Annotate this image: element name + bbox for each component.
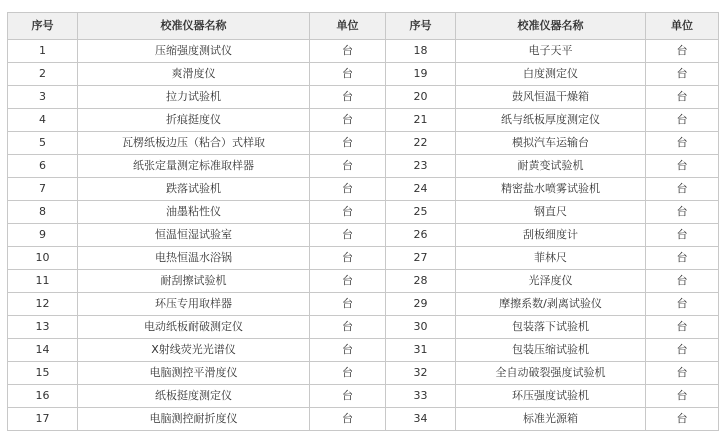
cell-left-index: 8 (8, 201, 78, 224)
header-name-left: 校准仪器名称 (78, 13, 310, 40)
cell-left-unit: 台 (310, 224, 386, 247)
cell-right-unit: 台 (646, 293, 719, 316)
cell-left-index: 4 (8, 109, 78, 132)
cell-left-unit: 台 (310, 86, 386, 109)
table-row (8, 178, 719, 201)
cell-right-unit: 台 (646, 362, 719, 385)
cell-left-unit: 台 (310, 178, 386, 201)
cell-left-index: 13 (8, 316, 78, 339)
cell-right-name: 纸与纸板厚度测定仪 (456, 109, 646, 132)
cell-right-index: 21 (386, 109, 456, 132)
cell-right-index: 31 (386, 339, 456, 362)
cell-left-name: 纸板挺度测定仪 (78, 385, 310, 408)
cell-left-name: 耐刮擦试验机 (78, 270, 310, 293)
cell-left-name: 电脑测控平滑度仪 (78, 362, 310, 385)
header-index-left: 序号 (8, 13, 78, 40)
cell-right-name: 光泽度仪 (456, 270, 646, 293)
header-name-right: 校准仪器名称 (456, 13, 646, 40)
cell-left-index: 5 (8, 132, 78, 155)
cell-left-unit: 台 (310, 316, 386, 339)
cell-right-name: 刮板细度计 (456, 224, 646, 247)
cell-right-unit: 台 (646, 86, 719, 109)
cell-left-index: 2 (8, 63, 78, 86)
cell-left-index: 7 (8, 178, 78, 201)
cell-left-index: 3 (8, 86, 78, 109)
cell-left-name: 电动纸板耐破测定仪 (78, 316, 310, 339)
cell-right-unit: 台 (646, 155, 719, 178)
cell-left-index: 1 (8, 40, 78, 63)
cell-right-index: 24 (386, 178, 456, 201)
cell-right-index: 28 (386, 270, 456, 293)
table-body (8, 40, 719, 431)
cell-right-name: 电子天平 (456, 40, 646, 63)
calibration-table-container (7, 12, 719, 431)
cell-left-name: 压缩强度测试仪 (78, 40, 310, 63)
cell-right-unit: 台 (646, 385, 719, 408)
cell-right-name: 包装压缩试验机 (456, 339, 646, 362)
cell-right-index: 30 (386, 316, 456, 339)
cell-right-name: 模拟汽车运输台 (456, 132, 646, 155)
header-row (8, 13, 719, 40)
table-header (8, 13, 719, 40)
cell-right-unit: 台 (646, 316, 719, 339)
cell-right-unit: 台 (646, 270, 719, 293)
cell-left-index: 17 (8, 408, 78, 431)
table-row (8, 109, 719, 132)
cell-right-index: 33 (386, 385, 456, 408)
cell-right-unit: 台 (646, 339, 719, 362)
cell-right-name: 菲林尺 (456, 247, 646, 270)
cell-left-unit: 台 (310, 408, 386, 431)
cell-right-name: 钢直尺 (456, 201, 646, 224)
cell-left-unit: 台 (310, 339, 386, 362)
cell-right-name: 摩擦系数/剥离试验仪 (456, 293, 646, 316)
cell-right-name: 全自动破裂强度试验机 (456, 362, 646, 385)
table-row (8, 270, 719, 293)
cell-left-index: 16 (8, 385, 78, 408)
cell-left-index: 15 (8, 362, 78, 385)
cell-left-name: 油墨粘性仪 (78, 201, 310, 224)
cell-right-index: 25 (386, 201, 456, 224)
cell-right-unit: 台 (646, 224, 719, 247)
cell-right-index: 20 (386, 86, 456, 109)
table-row (8, 224, 719, 247)
table-row (8, 362, 719, 385)
cell-right-name: 鼓风恒温干燥箱 (456, 86, 646, 109)
table-row (8, 40, 719, 63)
cell-left-index: 10 (8, 247, 78, 270)
cell-left-name: 爽滑度仪 (78, 63, 310, 86)
cell-left-name: 跌落试验机 (78, 178, 310, 201)
cell-right-name: 标准光源箱 (456, 408, 646, 431)
cell-left-index: 12 (8, 293, 78, 316)
cell-right-name: 环压强度试验机 (456, 385, 646, 408)
cell-left-name: 瓦楞纸板边压（粘合）式样取 (78, 132, 310, 155)
header-unit-left: 单位 (310, 13, 386, 40)
cell-left-name: 电脑测控耐折度仪 (78, 408, 310, 431)
table-row (8, 63, 719, 86)
table-row (8, 408, 719, 431)
table-row (8, 155, 719, 178)
cell-right-index: 27 (386, 247, 456, 270)
calibration-instrument-table (7, 12, 719, 431)
table-row (8, 385, 719, 408)
cell-right-name: 精密盐水喷雾试验机 (456, 178, 646, 201)
cell-left-unit: 台 (310, 132, 386, 155)
cell-left-name: 环压专用取样器 (78, 293, 310, 316)
table-row (8, 86, 719, 109)
cell-right-unit: 台 (646, 201, 719, 224)
cell-left-unit: 台 (310, 40, 386, 63)
header-index-right: 序号 (386, 13, 456, 40)
cell-left-index: 14 (8, 339, 78, 362)
cell-left-name: X射线荧光光谱仪 (78, 339, 310, 362)
cell-right-unit: 台 (646, 40, 719, 63)
table-row (8, 293, 719, 316)
table-row (8, 316, 719, 339)
cell-left-name: 拉力试验机 (78, 86, 310, 109)
cell-right-index: 32 (386, 362, 456, 385)
cell-right-unit: 台 (646, 63, 719, 86)
cell-right-index: 26 (386, 224, 456, 247)
header-unit-right: 单位 (646, 13, 719, 40)
cell-right-index: 23 (386, 155, 456, 178)
cell-left-name: 电热恒温水浴锅 (78, 247, 310, 270)
table-row (8, 247, 719, 270)
cell-right-name: 包装落下试验机 (456, 316, 646, 339)
cell-right-index: 22 (386, 132, 456, 155)
cell-right-index: 18 (386, 40, 456, 63)
cell-right-index: 19 (386, 63, 456, 86)
cell-left-unit: 台 (310, 385, 386, 408)
cell-left-unit: 台 (310, 155, 386, 178)
table-row (8, 201, 719, 224)
table-row (8, 339, 719, 362)
cell-right-name: 白度测定仪 (456, 63, 646, 86)
cell-left-name: 恒温恒湿试验室 (78, 224, 310, 247)
cell-left-unit: 台 (310, 247, 386, 270)
cell-right-index: 34 (386, 408, 456, 431)
cell-left-unit: 台 (310, 201, 386, 224)
cell-left-index: 6 (8, 155, 78, 178)
cell-left-unit: 台 (310, 362, 386, 385)
cell-right-unit: 台 (646, 132, 719, 155)
cell-right-unit: 台 (646, 178, 719, 201)
cell-right-unit: 台 (646, 109, 719, 132)
cell-left-unit: 台 (310, 63, 386, 86)
cell-right-name: 耐黄变试验机 (456, 155, 646, 178)
cell-left-unit: 台 (310, 270, 386, 293)
cell-right-index: 29 (386, 293, 456, 316)
cell-left-name: 折痕挺度仪 (78, 109, 310, 132)
cell-right-unit: 台 (646, 408, 719, 431)
table-row (8, 132, 719, 155)
cell-left-unit: 台 (310, 293, 386, 316)
cell-left-name: 纸张定量测定标准取样器 (78, 155, 310, 178)
cell-left-index: 11 (8, 270, 78, 293)
cell-right-unit: 台 (646, 247, 719, 270)
cell-left-unit: 台 (310, 109, 386, 132)
cell-left-index: 9 (8, 224, 78, 247)
